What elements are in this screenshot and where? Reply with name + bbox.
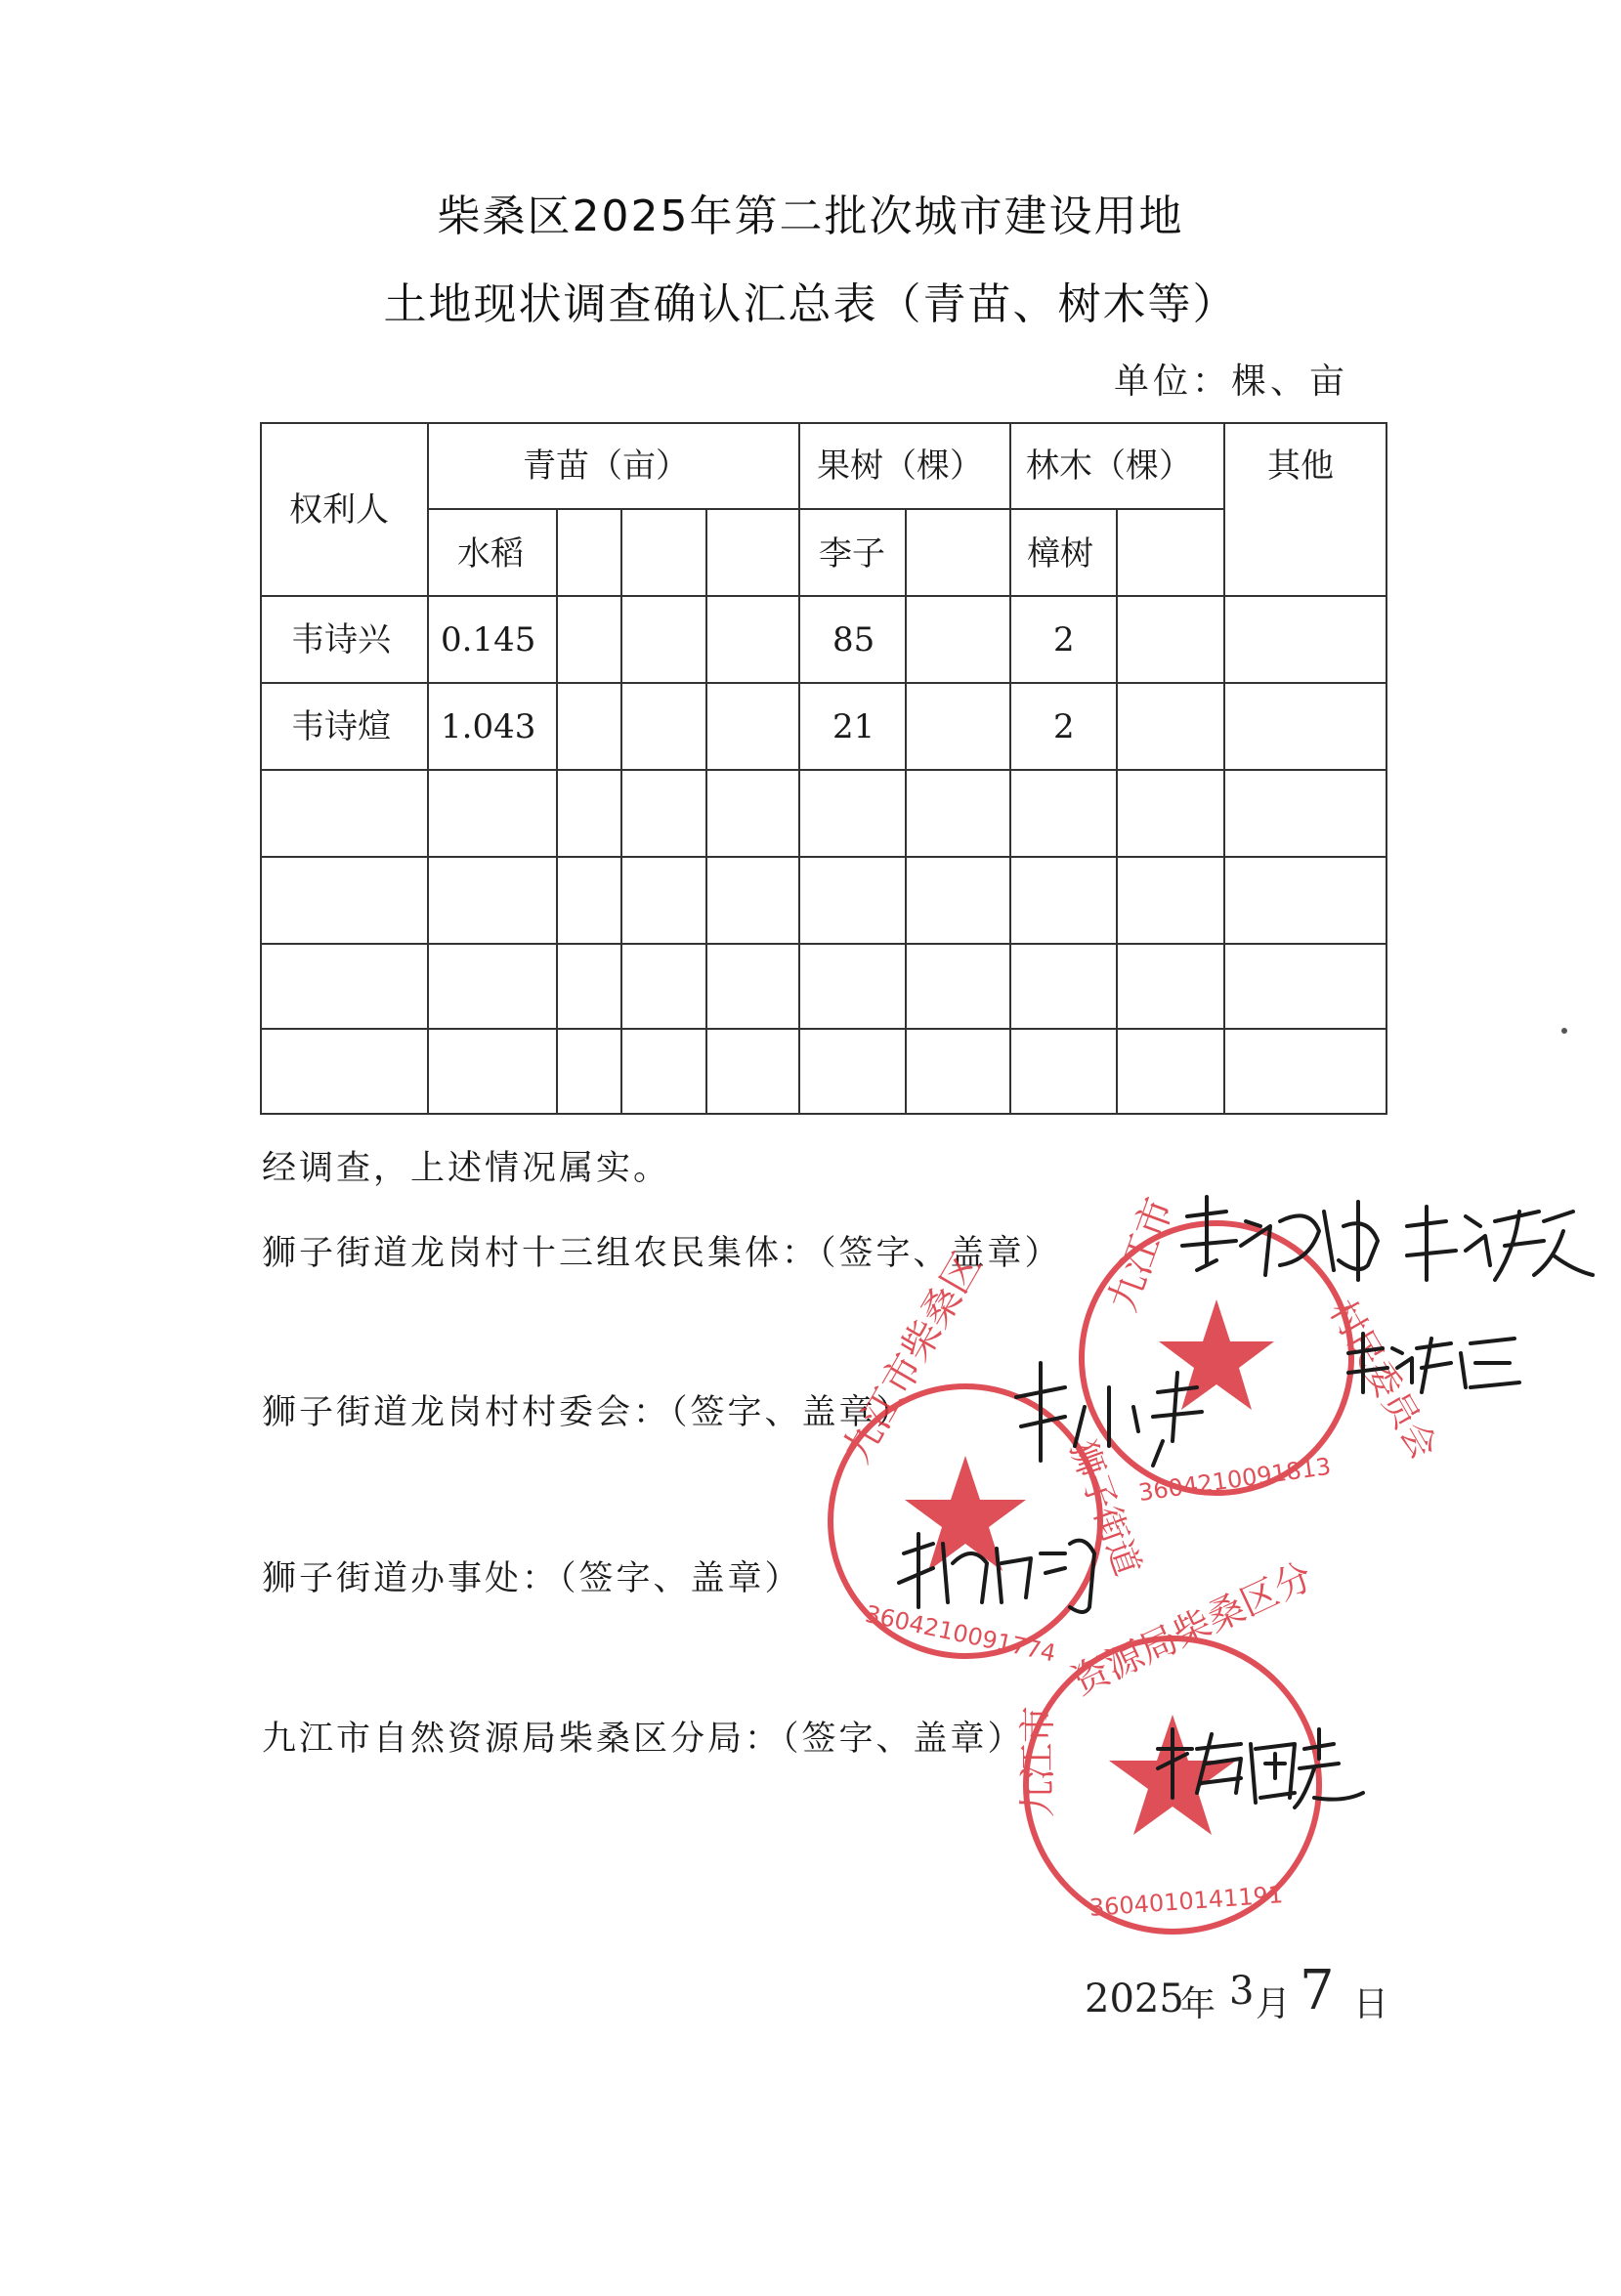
scan-speck xyxy=(1561,1028,1567,1034)
header-owner: 权利人 xyxy=(289,490,389,530)
header-rice: 水稻 xyxy=(457,534,524,574)
row1-owner: 韦诗兴 xyxy=(291,620,391,659)
date-day-label: 日 xyxy=(1353,1984,1389,2024)
row2-plum: 21 xyxy=(832,707,875,746)
confirm-statement: 经调查，上述情况属实。 xyxy=(262,1149,671,1188)
svg-text:九江市柴桑区: 九江市柴桑区 xyxy=(833,1245,991,1470)
svg-text:资源局柴桑区分: 资源局柴桑区分 xyxy=(1065,1553,1319,1704)
date-year-label: 年 xyxy=(1180,1984,1216,2024)
header-plum: 李子 xyxy=(819,534,885,574)
document-title-line2: 土地现状调查确认汇总表（青苗、树木等） xyxy=(383,279,1238,329)
svg-text:狮子街道: 狮子街道 xyxy=(1061,1435,1148,1582)
row2-camphor: 2 xyxy=(1053,707,1075,746)
bureau-sign-line: 九江市自然资源局柴桑区分局：（签字、盖章） xyxy=(262,1720,1025,1759)
date-month-label: 月 xyxy=(1256,1984,1292,2024)
street-office-sign-line: 狮子街道办事处：（签字、盖章） xyxy=(262,1559,802,1598)
header-timber: 林木（棵） xyxy=(1026,446,1192,486)
header-camphor: 樟树 xyxy=(1027,534,1093,574)
row2-owner: 韦诗煊 xyxy=(291,707,391,746)
row2-rice: 1.043 xyxy=(441,707,536,746)
svg-text:九江市: 九江市 xyxy=(1100,1191,1183,1318)
header-other: 其他 xyxy=(1267,446,1334,486)
svg-text:3604210091813: 3604210091813 xyxy=(1136,1452,1333,1508)
date-month: 3 xyxy=(1229,1969,1255,2014)
unit-label: 单位：棵、亩 xyxy=(1114,361,1349,402)
village-committee-sign-line: 狮子街道龙岗村村委会：（签字、盖章） xyxy=(262,1393,914,1432)
collective-sign-line: 狮子街道龙岗村十三组农民集体：（签字、盖章） xyxy=(262,1234,1062,1273)
svg-text:3604210091774: 3604210091774 xyxy=(863,1599,1059,1668)
date-day: 7 xyxy=(1300,1959,1335,2022)
row1-rice: 0.145 xyxy=(441,620,536,659)
header-fruit-trees: 果树（棵） xyxy=(817,446,983,486)
row1-plum: 85 xyxy=(832,620,875,659)
row1-camphor: 2 xyxy=(1053,620,1075,659)
header-seedlings: 青苗（亩） xyxy=(523,446,689,486)
svg-text:村民委员会: 村民委员会 xyxy=(1321,1294,1444,1467)
document-title-line1: 柴桑区2025年第二批次城市建设用地 xyxy=(437,191,1184,241)
date-year: 2025 xyxy=(1085,1977,1184,2021)
svg-text:3604010141191: 3604010141191 xyxy=(1088,1881,1285,1922)
svg-text:九江市: 九江市 xyxy=(1016,1705,1059,1817)
